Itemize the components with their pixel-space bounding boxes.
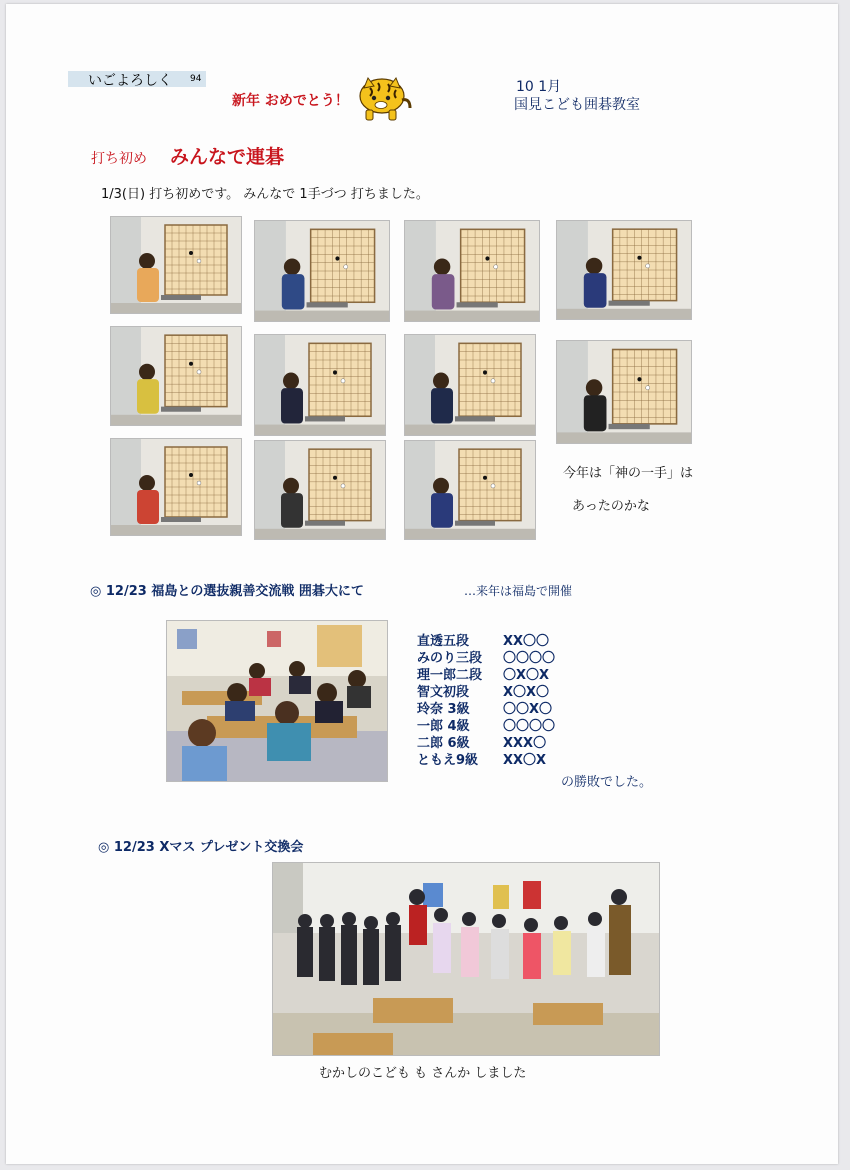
- renga-photo: [404, 334, 536, 436]
- renga-photo: [556, 220, 692, 320]
- player-record: XXX〇: [503, 736, 547, 751]
- results-end: の勝敗でした。: [561, 775, 653, 790]
- issue-number: 94: [190, 74, 202, 84]
- new-year-greeting: 新年 おめでとう！: [232, 93, 349, 109]
- issue-date: 10 1月: [516, 79, 562, 95]
- player-record: XX〇X: [503, 753, 547, 768]
- exchange-match-photo: [166, 620, 388, 782]
- section1-title: みんなで連碁: [170, 146, 285, 168]
- renga-photo: [110, 438, 242, 536]
- section2-aside: …来年は福島で開催: [464, 584, 573, 598]
- renga-photo: [404, 440, 536, 540]
- section2-heading: ◎ 12/23 福島との選抜親善交流戦 囲碁大にて: [90, 584, 364, 599]
- player-name: 理一郎二段: [417, 668, 483, 683]
- renga-photo: [254, 440, 386, 540]
- newsletter-name: いごよろしく: [88, 73, 172, 89]
- section3-heading: ◎ 12/23 Xマス プレゼント交換会: [98, 840, 304, 855]
- school-name: 国見こども囲碁教室: [514, 97, 640, 113]
- renga-photo: [110, 216, 242, 314]
- renga-photo: [404, 220, 540, 322]
- player-name: みのり三段: [417, 651, 483, 666]
- renga-photo: [254, 220, 390, 322]
- player-name: 二郎 6級: [417, 736, 470, 751]
- tiger-illustration: [356, 74, 412, 122]
- xmas-caption: むかしのこども も さんか しました: [319, 1066, 527, 1081]
- player-record: 〇〇X〇: [503, 702, 553, 717]
- player-record: X〇X〇: [503, 685, 550, 700]
- player-name: 直透五段: [417, 634, 470, 649]
- result-row: [417, 749, 546, 768]
- newsletter-page: [6, 4, 838, 1164]
- section1-body: 1/3(日) 打ち初めです。 みんなで 1手づつ 打ちました。: [101, 187, 429, 202]
- section1-subtitle: 打ち初め: [91, 151, 147, 167]
- renga-photo: [556, 340, 692, 444]
- player-name: ともえ9級: [417, 753, 479, 768]
- player-name: 一郎 4級: [417, 719, 470, 734]
- player-record: XX〇〇: [503, 634, 550, 649]
- note-line-1: 今年は「神の一手」は: [563, 466, 694, 481]
- player-record: 〇X〇X: [503, 668, 550, 683]
- xmas-party-photo: [272, 862, 660, 1056]
- note-line-2: あったのかな: [572, 499, 650, 514]
- player-record: 〇〇〇〇: [503, 651, 556, 666]
- player-name: 智文初段: [417, 685, 470, 700]
- renga-photo: [254, 334, 386, 436]
- player-record: 〇〇〇〇: [503, 719, 556, 734]
- player-name: 玲奈 3級: [417, 702, 470, 717]
- renga-photo: [110, 326, 242, 426]
